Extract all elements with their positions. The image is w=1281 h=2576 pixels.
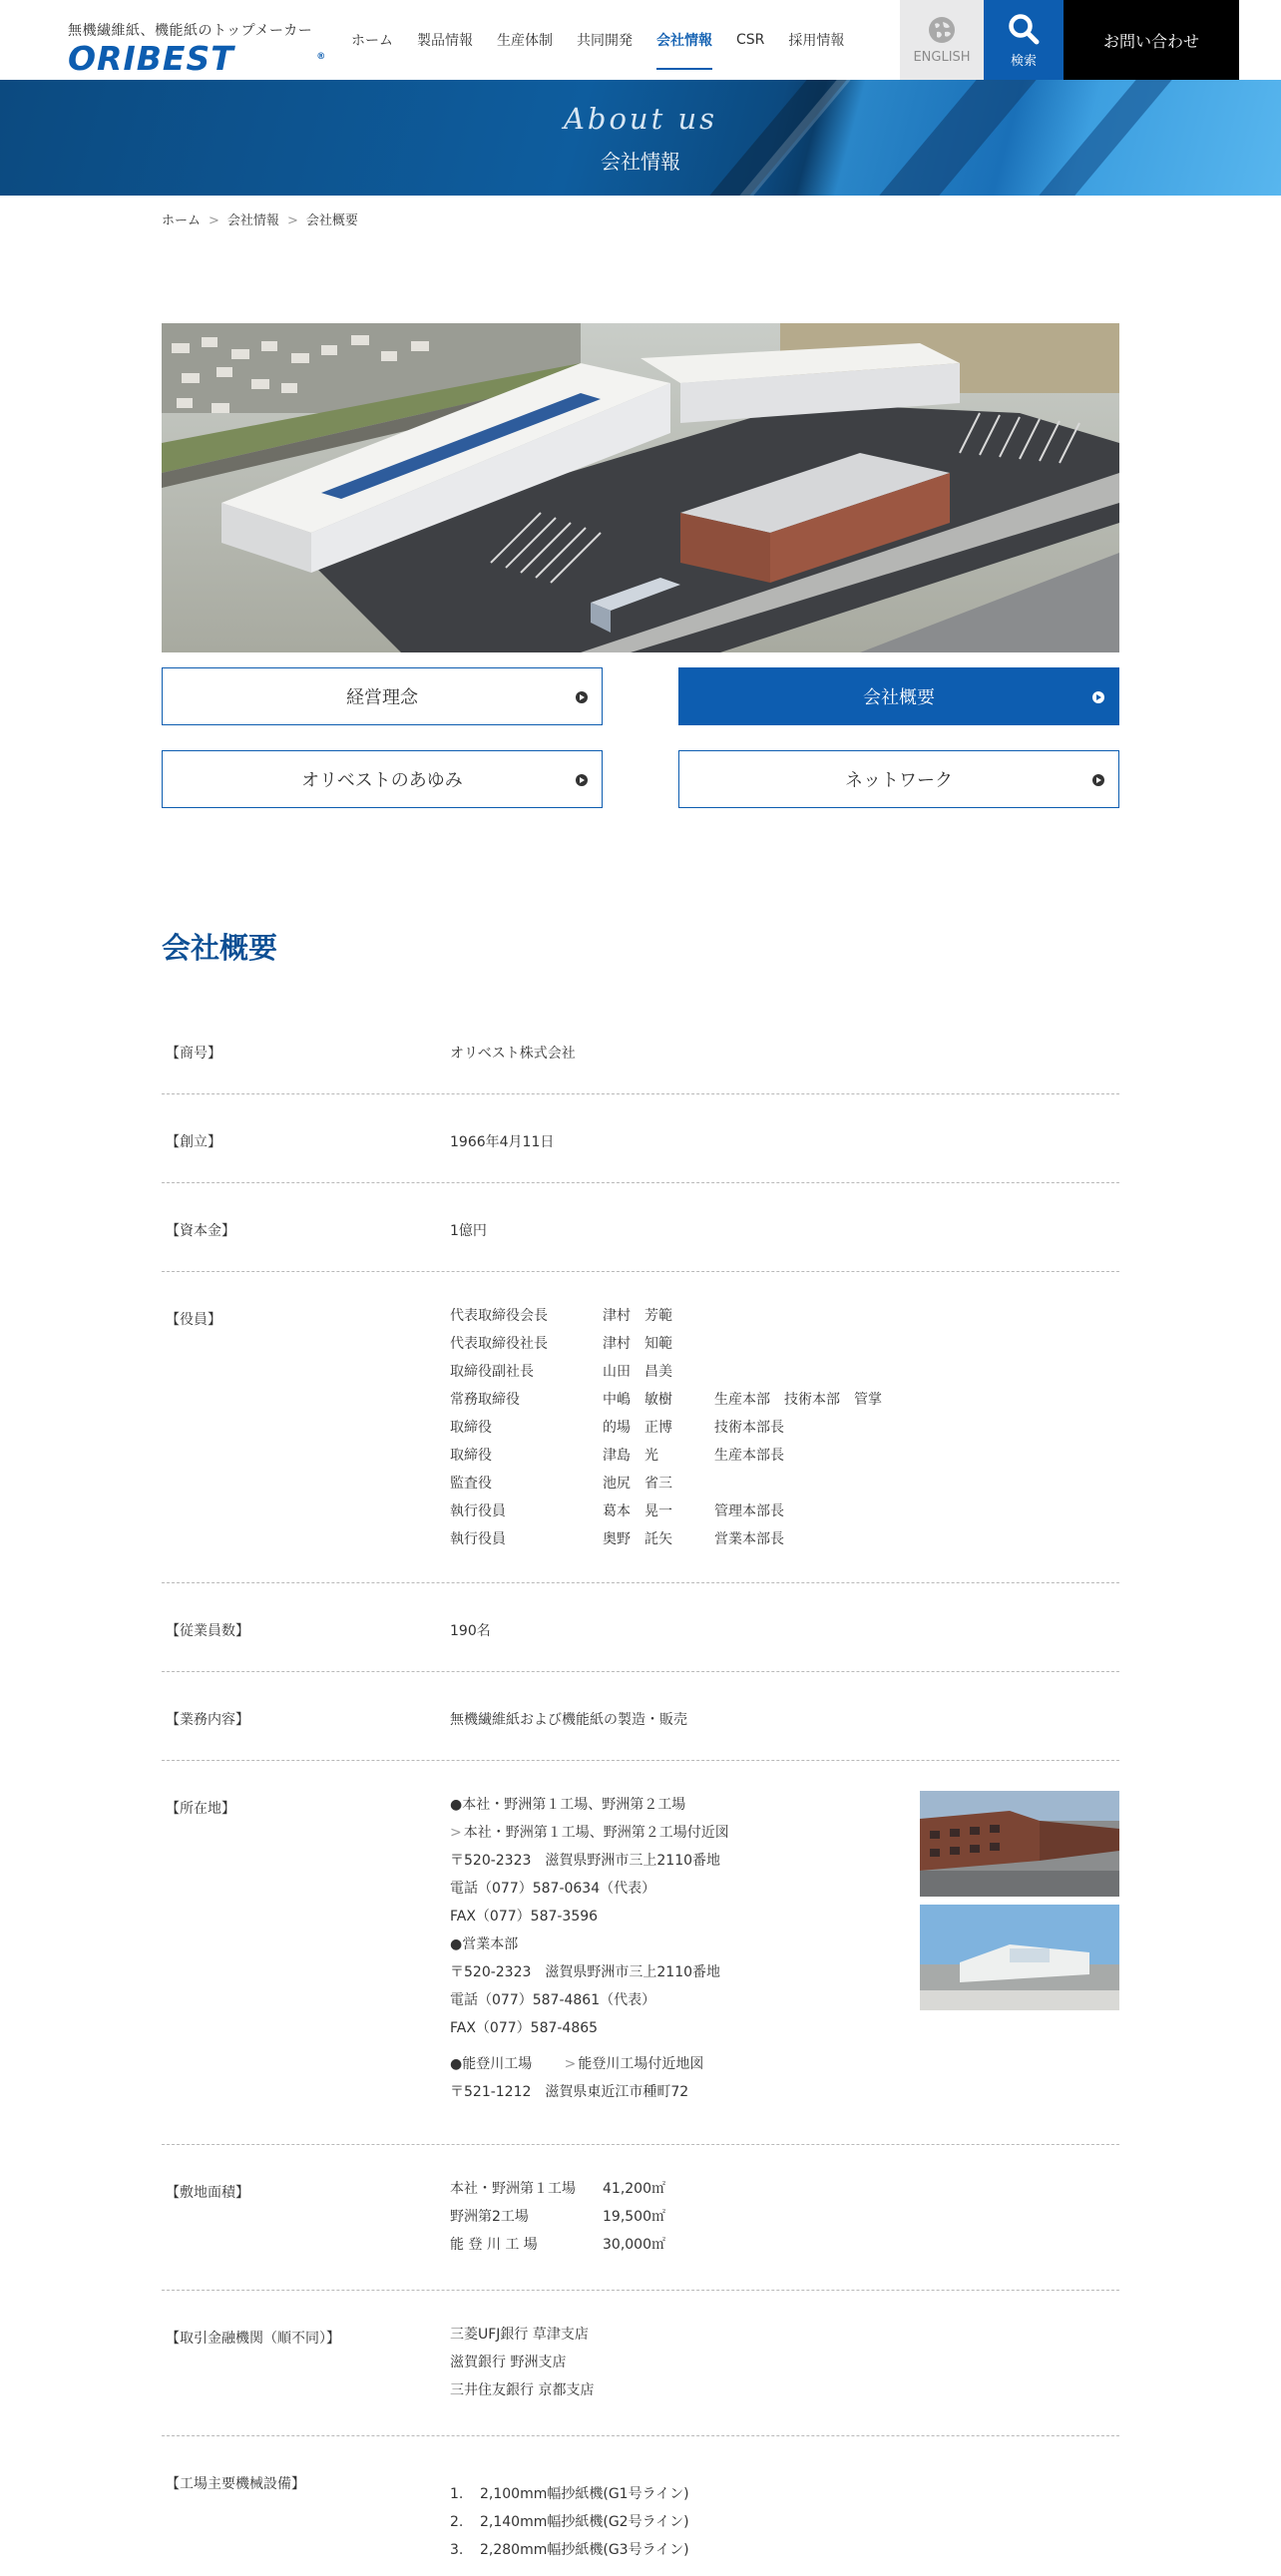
label-employees: 【従業員数】 — [166, 1623, 249, 1639]
subnav-network-label: ネットワーク — [845, 770, 953, 791]
factory-aerial-photo — [162, 323, 1119, 652]
officer-title: 執行役員 — [450, 1503, 506, 1519]
logo-tagline: 無機繊維紙、機能紙のトップメーカー — [68, 23, 313, 39]
site-header — [0, 0, 1281, 80]
equipment-number: 2. — [450, 2514, 464, 2530]
officer-name: 葛本 晃一 — [603, 1503, 672, 1519]
value-business: 無機繊維紙および機能紙の製造・販売 — [450, 1712, 687, 1728]
site-area-value: 30,000㎡ — [603, 2237, 665, 2253]
hq-title: ●本社・野洲第１工場、野洲第２工場 — [450, 1797, 686, 1813]
arrow-right-icon — [576, 774, 588, 786]
notogawa-map-link-text: 能登川工場付近地図 — [578, 2056, 704, 2072]
banner-title-ja: 会社情報 — [601, 150, 680, 174]
logo-link[interactable] — [68, 20, 327, 78]
page-title: 会社概要 — [162, 931, 278, 965]
equipment-text: 2,100mm幅抄紙機(G1号ライン) — [480, 2486, 689, 2502]
label-trade-name: 【商号】 — [166, 1046, 221, 1062]
officer-row — [450, 1442, 882, 1470]
site-area-list — [450, 2175, 665, 2259]
officer-name: 池尻 省三 — [603, 1476, 672, 1492]
subnav-history[interactable] — [162, 750, 603, 808]
subnav-philosophy[interactable] — [162, 667, 603, 725]
sales-building-photo — [920, 1905, 1119, 2010]
equipment-list — [450, 2480, 689, 2564]
bank-item: 滋賀銀行 野洲支店 — [450, 2355, 567, 2370]
value-founded: 1966年4月11日 — [450, 1134, 555, 1150]
site-name: 本社・野洲第１工場 — [450, 2181, 576, 2197]
banner-title-en: About us — [563, 102, 718, 136]
equipment-text: 2,280mm幅抄紙機(G3号ライン) — [480, 2542, 689, 2558]
breadcrumb-company[interactable]: 会社情報 — [226, 214, 279, 228]
nav-recruit[interactable]: 採用情報 — [788, 33, 845, 49]
site-area-row — [450, 2231, 665, 2259]
banks-list — [450, 2321, 594, 2404]
contact-button[interactable]: お問い合わせ — [1064, 0, 1239, 80]
equipment-item — [450, 2480, 689, 2508]
site-area-row — [450, 2203, 665, 2231]
officer-name: 津村 知範 — [603, 1336, 672, 1352]
subnav-history-label: オリベストのあゆみ — [301, 770, 463, 791]
site-area-value: 41,200㎡ — [603, 2181, 665, 2197]
logo: ORIBEST ® — [68, 39, 327, 78]
search-button[interactable] — [984, 0, 1064, 80]
officer-title: 取締役 — [450, 1420, 492, 1436]
officer-name: 的場 正博 — [603, 1420, 672, 1436]
value-capital: 1億円 — [450, 1223, 487, 1239]
hq-tel: 電話（077）587-0634（代表） — [450, 1881, 656, 1897]
main-nav — [339, 0, 856, 80]
officer-role: 生産本部 技術本部 管掌 — [714, 1392, 882, 1408]
officer-title: 代表取締役会長 — [450, 1308, 548, 1324]
officer-title: 監査役 — [450, 1476, 492, 1492]
site-name: 能 登 川 工 場 — [450, 2237, 538, 2253]
officer-role: 管理本部長 — [714, 1503, 784, 1519]
hq-building-photo — [920, 1791, 1119, 1897]
hq-map-link-text: 本社・野洲第１工場、野洲第２工場付近図 — [463, 1825, 729, 1841]
row-location — [162, 1761, 1119, 2145]
hq-map-link[interactable]: > 本社・野洲第１工場、野洲第２工場付近図 — [450, 1825, 729, 1841]
label-equipment: 【工場主要機械設備】 — [166, 2476, 305, 2492]
subnav-philosophy-label: 経営理念 — [346, 687, 418, 708]
value-trade-name: オリベスト株式会社 — [450, 1046, 576, 1062]
nav-production[interactable]: 生産体制 — [497, 33, 553, 49]
subnav-network[interactable] — [678, 750, 1119, 808]
sales-title: ●営業本部 — [450, 1936, 519, 1952]
equipment-number: 1. — [450, 2486, 464, 2502]
officer-row — [450, 1470, 882, 1498]
english-label: ENGLISH — [913, 50, 971, 65]
company-info-table — [162, 1006, 1119, 2576]
label-site-area: 【敷地面積】 — [166, 2185, 249, 2201]
officer-name: 奥野 託矢 — [603, 1531, 672, 1547]
officer-title: 取締役副社長 — [450, 1364, 534, 1380]
arrow-right-icon — [1092, 691, 1104, 703]
officer-title: 代表取締役社長 — [450, 1336, 548, 1352]
officer-name: 津村 芳範 — [603, 1308, 672, 1324]
breadcrumb-current: 会社概要 — [305, 214, 358, 228]
officer-role: 技術本部長 — [714, 1420, 784, 1436]
bank-item: 三菱UFJ銀行 草津支店 — [450, 2327, 589, 2343]
officer-title: 取締役 — [450, 1448, 492, 1464]
english-button[interactable] — [900, 0, 984, 80]
officer-row — [450, 1525, 882, 1553]
officer-row — [450, 1330, 882, 1358]
nav-joint-development[interactable]: 共同開発 — [577, 33, 633, 49]
page-banner — [0, 80, 1281, 196]
row-officers — [162, 1272, 1119, 1583]
nav-home[interactable]: ホーム — [351, 33, 393, 49]
officer-row — [450, 1386, 882, 1414]
breadcrumb: ホーム > 会社情報 > 会社概要 — [162, 214, 358, 228]
row-business — [162, 1672, 1119, 1761]
notogawa-address: 〒521-1212 滋賀県東近江市種町72 — [450, 2084, 689, 2100]
label-capital: 【資本金】 — [166, 1223, 235, 1239]
arrow-right-icon — [1092, 774, 1104, 786]
logo-text: ORIBEST — [68, 39, 234, 78]
officer-name: 津島 光 — [603, 1448, 658, 1464]
sales-fax: FAX（077）587-4865 — [450, 2020, 599, 2036]
label-business: 【業務内容】 — [166, 1712, 249, 1728]
officer-row — [450, 1498, 882, 1525]
sales-address: 〒520-2323 滋賀県野洲市三上2110番地 — [450, 1964, 721, 1980]
label-founded: 【創立】 — [166, 1134, 221, 1150]
site-area-value: 19,500㎡ — [603, 2209, 665, 2225]
row-employees — [162, 1583, 1119, 1672]
officer-title: 執行役員 — [450, 1531, 506, 1547]
officer-role: 営業本部長 — [714, 1531, 784, 1547]
globe-icon — [928, 16, 956, 44]
row-site-area — [162, 2145, 1119, 2291]
officer-row — [450, 1302, 882, 1330]
row-capital — [162, 1183, 1119, 1272]
label-location: 【所在地】 — [166, 1801, 235, 1817]
hq-fax: FAX（077）587-3596 — [450, 1909, 599, 1925]
subnav-overview[interactable] — [678, 667, 1119, 725]
search-icon — [1007, 12, 1041, 46]
row-equipment — [162, 2436, 1119, 2576]
officer-row — [450, 1358, 882, 1386]
officer-row — [450, 1414, 882, 1442]
equipment-item — [450, 2536, 689, 2564]
officer-name: 中嶋 敏樹 — [603, 1392, 672, 1408]
sales-tel: 電話（077）587-4861（代表） — [450, 1992, 656, 2008]
location-details — [450, 1791, 729, 2106]
value-employees: 190名 — [450, 1623, 491, 1639]
equipment-item — [450, 2508, 689, 2536]
nav-csr[interactable]: CSR — [736, 32, 765, 48]
label-officers: 【役員】 — [166, 1312, 221, 1328]
breadcrumb-home[interactable]: ホーム — [162, 214, 202, 228]
site-name: 野洲第2工場 — [450, 2209, 529, 2225]
notogawa-map-link[interactable]: > 能登川工場付近地図 — [564, 2056, 704, 2072]
label-banks: 【取引金融機関（順不同）】 — [166, 2331, 340, 2347]
search-label: 検索 — [1010, 54, 1037, 69]
nav-products[interactable]: 製品情報 — [417, 33, 473, 49]
subnav-overview-label: 会社概要 — [863, 687, 935, 708]
equipment-number: 3. — [450, 2542, 464, 2558]
officer-role: 生産本部長 — [714, 1448, 784, 1464]
row-trade-name — [162, 1006, 1119, 1094]
officers-list — [450, 1302, 882, 1553]
bank-item: 三井住友銀行 京都支店 — [450, 2382, 595, 2398]
notogawa-title: ●能登川工場 — [450, 2056, 533, 2072]
notogawa-line — [450, 2050, 729, 2078]
nav-company[interactable]: 会社情報 — [644, 0, 724, 80]
row-founded — [162, 1094, 1119, 1183]
officer-name: 山田 昌美 — [603, 1364, 672, 1380]
officer-title: 常務取締役 — [450, 1392, 520, 1408]
hq-address: 〒520-2323 滋賀県野洲市三上2110番地 — [450, 1853, 721, 1869]
site-area-row — [450, 2175, 665, 2203]
arrow-right-icon — [576, 691, 588, 703]
equipment-text: 2,140mm幅抄紙機(G2号ライン) — [480, 2514, 689, 2530]
row-banks — [162, 2291, 1119, 2436]
